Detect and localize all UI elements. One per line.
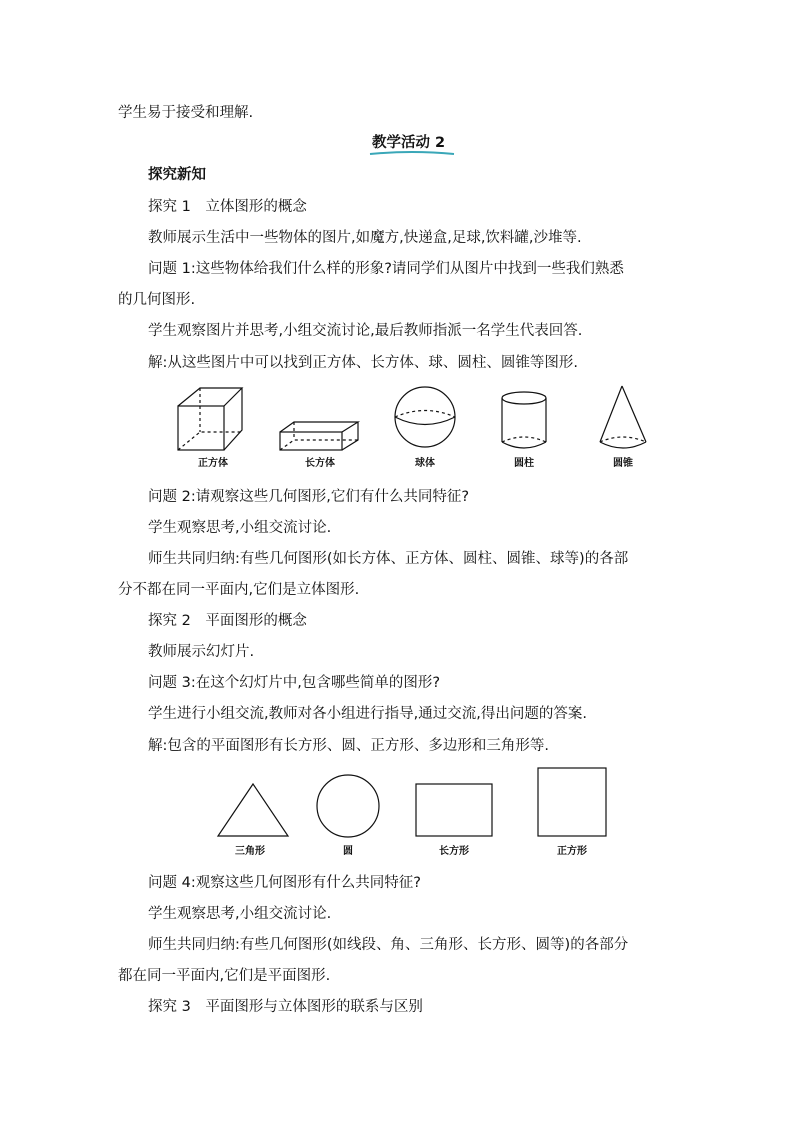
circle-figure — [317, 775, 379, 837]
label-triangle: 三角形 — [235, 846, 265, 857]
question-2: 问题 2:请观察这些几何图形,它们有什么共同特征? — [148, 489, 470, 505]
title-underline-decoration — [368, 151, 456, 157]
cylinder-figure — [502, 392, 546, 448]
paragraph: 教师展示生活中一些物体的图片,如魔方,快递盒,足球,饮料罐,沙堆等. — [148, 230, 582, 246]
cone-figure — [600, 386, 646, 448]
rectangle-figure — [416, 784, 492, 836]
paragraph: 教师展示幻灯片. — [148, 644, 255, 660]
question-3: 问题 3:在这个幻灯片中,包含哪些简单的图形? — [148, 675, 441, 691]
paragraph-intro: 学生易于接受和理解. — [118, 105, 254, 121]
solid-figures-illustration — [170, 382, 660, 452]
section-title: 探究新知 — [148, 167, 206, 183]
question-4: 问题 4:观察这些几何图形有什么共同特征? — [148, 875, 421, 891]
summary-1-line-2: 分不都在同一平面内,它们是立体图形. — [118, 582, 360, 598]
explore-3-heading: 探究 3 平面图形与立体图形的联系与区别 — [148, 999, 423, 1015]
answer-3: 解:包含的平面图形有长方形、圆、正方形、多边形和三角形等. — [148, 738, 549, 754]
paragraph: 学生观察思考,小组交流讨论. — [148, 906, 332, 922]
activity-title: 教学活动 2 — [372, 135, 446, 151]
paragraph: 学生观察图片并思考,小组交流讨论,最后教师指派一名学生代表回答. — [148, 323, 583, 339]
paragraph: 学生进行小组交流,教师对各小组进行指导,通过交流,得出问题的答案. — [148, 706, 587, 722]
explore-2-heading: 探究 2 平面图形的概念 — [148, 613, 307, 629]
label-sphere: 球体 — [415, 458, 435, 469]
label-cube: 正方体 — [198, 458, 228, 469]
label-square: 正方形 — [557, 846, 587, 857]
label-circle: 圆 — [343, 846, 353, 857]
label-cylinder: 圆柱 — [514, 458, 534, 469]
answer-1: 解:从这些图片中可以找到正方体、长方体、球、圆柱、圆锥等图形. — [148, 355, 578, 371]
summary-1-line-1: 师生共同归纳:有些几何图形(如长方体、正方体、圆柱、圆锥、球等)的各部 — [148, 551, 629, 567]
summary-2-line-2: 都在同一平面内,它们是平面图形. — [118, 968, 331, 984]
label-cone: 圆锥 — [613, 458, 633, 469]
label-rectangle: 长方形 — [439, 846, 469, 857]
paragraph: 学生观察思考,小组交流讨论. — [148, 520, 332, 536]
question-1-line-1: 问题 1:这些物体给我们什么样的形象?请同学们从图片中找到一些我们熟悉 — [148, 261, 624, 277]
explore-1-heading: 探究 1 立体图形的概念 — [148, 199, 307, 215]
label-cuboid: 长方体 — [305, 458, 335, 469]
square-figure — [538, 768, 606, 836]
cuboid-figure — [280, 422, 358, 450]
question-1-line-2: 的几何图形. — [118, 292, 196, 308]
sphere-figure — [395, 387, 455, 447]
plane-figures-illustration — [210, 764, 620, 840]
cube-figure — [178, 388, 242, 450]
summary-2-line-1: 师生共同归纳:有些几何图形(如线段、角、三角形、长方形、圆等)的各部分 — [148, 937, 629, 953]
triangle-figure — [218, 784, 288, 836]
